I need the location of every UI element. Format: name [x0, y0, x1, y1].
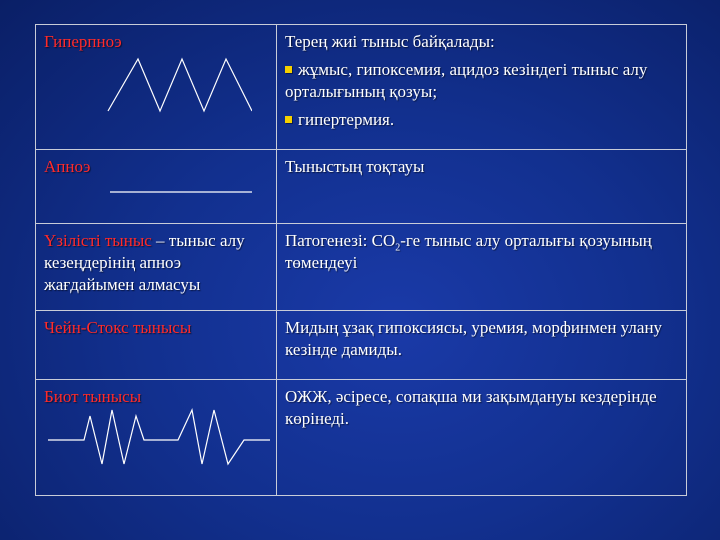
cell-desc-cheyne-stokes: [277, 311, 687, 380]
term-label: Биот тынысы: [44, 387, 142, 406]
list-item-text: гипертермия.: [298, 110, 395, 129]
desc-text-post: -ге тыныс алу орталығы қозуының төмендеуі: [285, 231, 652, 272]
table-row: [36, 150, 687, 224]
biot-wave-diagram: [44, 408, 270, 473]
desc-title: Терең жиі тыныс байқалады:: [285, 32, 495, 51]
hyperpnea-wave-diagram: [44, 53, 252, 123]
term-label: Апноэ: [44, 157, 91, 176]
cell-desc-biot: [277, 380, 687, 496]
square-bullet-icon: [285, 116, 292, 123]
breathing-types-table: [35, 24, 687, 496]
cell-term-biot: [36, 380, 277, 496]
table-row: [36, 224, 687, 311]
table-row: [36, 25, 687, 150]
list-item: [285, 109, 678, 131]
apnea-flat-line-diagram: [44, 178, 252, 198]
desc-text: Тыныстың тоқтауы: [285, 157, 425, 176]
square-bullet-icon: [285, 66, 292, 73]
desc-subscript: 2: [395, 242, 401, 254]
cell-desc-hyperpnea: [277, 25, 687, 150]
list-item: [285, 59, 678, 103]
cell-term-cheyne-stokes: [36, 311, 277, 380]
cell-term-intermittent: [36, 224, 277, 311]
term-label: Чейн-Стокс тынысы: [44, 318, 192, 337]
cell-desc-intermittent: [277, 224, 687, 311]
cell-term-hyperpnea: [36, 25, 277, 150]
term-label: Гиперпноэ: [44, 32, 122, 51]
desc-text: ОЖЖ, әсіресе, сопақша ми зақымдануы кездерінде көрінеді.: [285, 387, 657, 428]
list-item-text: жұмыс, гипоксемия, ацидоз кезіндегі тыныс алу орталығының қозуы;: [285, 60, 648, 101]
desc-text-pre: Патогенезі: СО: [285, 231, 396, 250]
term-description: – тыныс алу кезеңдерінің апноэ жағдайымен алмасуы: [44, 231, 245, 294]
table-row: [36, 380, 687, 496]
cell-term-apnea: [36, 150, 277, 224]
cell-desc-apnea: [277, 150, 687, 224]
term-label: Үзілісті тыныс: [44, 231, 152, 250]
table-row: [36, 311, 687, 380]
desc-text: Мидың ұзақ гипоксиясы, уремия, морфинмен улану кезінде дамиды.: [285, 318, 663, 359]
